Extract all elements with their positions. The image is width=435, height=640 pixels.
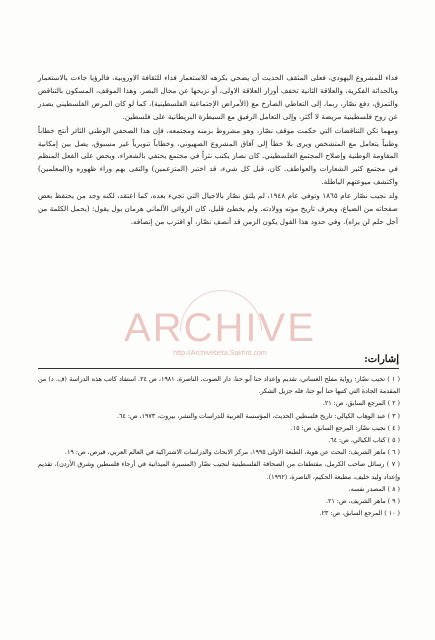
note-item: ( ١٠ ) المرجع السابق، ص: ٢٣. [319, 510, 400, 518]
paragraph: فداء للمشروع اليهودي، فعلى المثقف الحديث أن يضحي بكرهه للاستعمار فداء للثقافة الاوروبية، فالرؤيا جاءت بالاستعمار وبالحداثة الفكرية، والعلاقة الثانية تخفف أوزار العلاقة الاولى، أو تزيحها عن مجال البصر. وهذا الموقف، المسكون بالتناقض والتمزق، دفع نصّار، ربما، إلى التعاطي الصارخ مع (الأمراض الإجتماعية الفلسطينية)، كما لو كان المرض الفلسطيني يصدر عن روح فلسطينية مريضة لا أكثر، وإلى التعامل الرفيق مع السيطرة البريطانية على فلسطين. [38, 73, 398, 121]
notes-divider [38, 368, 399, 369]
watermark-text: ARCHIVE [124, 306, 316, 350]
note-item: ( ٩ ) ماهر الشريف، ص: ٢١. [326, 498, 400, 506]
watermark-url: http://Archivebeta.Sakhrit.com [173, 350, 267, 357]
watermark-arc-icon [180, 290, 262, 331]
note-item: ( ٧ ) رسائل صاحب الكرمل، مقتطفات من الصحافة الفلسطينية لنجيب نصّار (المسيرة الميدانية في أرجاء فلسطين وشرق الأردن)، تقديم وإعداد وليد خليف، مطبعة الحكيم، الناصرة، (١٩٩٢). [38, 461, 400, 481]
paragraph: ولد نجيب نصّار عام ١٨٦٥ وتوفي عام ١٩٤٨، لم يلتق نصّار بالاجيال التي تجيء بعده، كما اعتقد، لكنه وجد من يحتفظ بعض صفحاته من الضياع، ويعرف تاريخ موته وولادته. ولم يخطئ قليل، كان الروائي الألماني هرمان بول يقول: (يحمل الكلمة من أجل حلم لن يراه). وفي حدود هذا القول يكون الزمن قد أنصف نصّار، أو اقترب من إنصافه. [38, 191, 398, 226]
note-item: ( ٣ ) عبد الوهاب الكيالي: تاريخ فلسطين الحديث، المؤسسة العربية للدراسات والنشر، بيروت، ١٩٧٣، ص: ٦٤. [117, 412, 400, 420]
paragraph: ومهما تكن التناقضات التي حكمت موقف نصّار، وهو مشروط بزمنه ومجتمعه، فإن هذا الصحفي الوطني الثائر أنتج خطاباً وطنياً يتعامل مع المتشخص ويرى بلا خطأ إلى آفاق المشروع الصهيوني، وخطاباً تنويرياً غير مسبوق، يصل بين إمكانية المقاومة الوطنية وإصلاح المجتمع الفلسطيني. كان نصار يكتب نثراً في مجتمع يحتفي بالشعراء، ويحض على الفعل المنظم في مجتمع كثير الشعارات والعواطف. كان، قبل كل شيء، قد اختبر (المتزعمين) والتقى بهم وراء ظهوره و(المعلمين) واكتشف ميوعتهم الباطلة. [38, 125, 398, 187]
note-item: ( ٥ ) كتاب الكيالي، ص: ٦٤. [328, 437, 400, 445]
note-item: ( ٢ ) المرجع السابق، ص: ٢١. [322, 400, 400, 408]
notes-list [38, 374, 400, 520]
body-text [38, 72, 398, 229]
note-item: ( ١ ) نجيب نصّار: رواية مفلح الغساني، تقديم وإعداد حنا أبو حنا، دار الصوت، الناصرة، ١٩٨١، ص ٢٤. استفاد كاتب هذه الدراسة (ف. د) من المقدمة الجادة التي كتبها حنا أبو حنا، فله جزيل الشكر. [38, 376, 400, 396]
notes-title: إشارات: [364, 354, 399, 365]
note-item: ( ٦ ) ماهر الشريف: البحث عن هوية، الطبعة الاولى ١٩٩٥، مركز الابحاث والدراسات الاشتراكية في العالم العربي، قبرص، ص: ١٩. [65, 449, 400, 457]
note-item: ( ٤ ) نجيب نصّار: المرجع السابق، ص: ١٥. [290, 424, 400, 432]
note-item: ( ٨ ) المصدر نفسه. [348, 485, 400, 493]
archive-watermark [120, 308, 320, 357]
